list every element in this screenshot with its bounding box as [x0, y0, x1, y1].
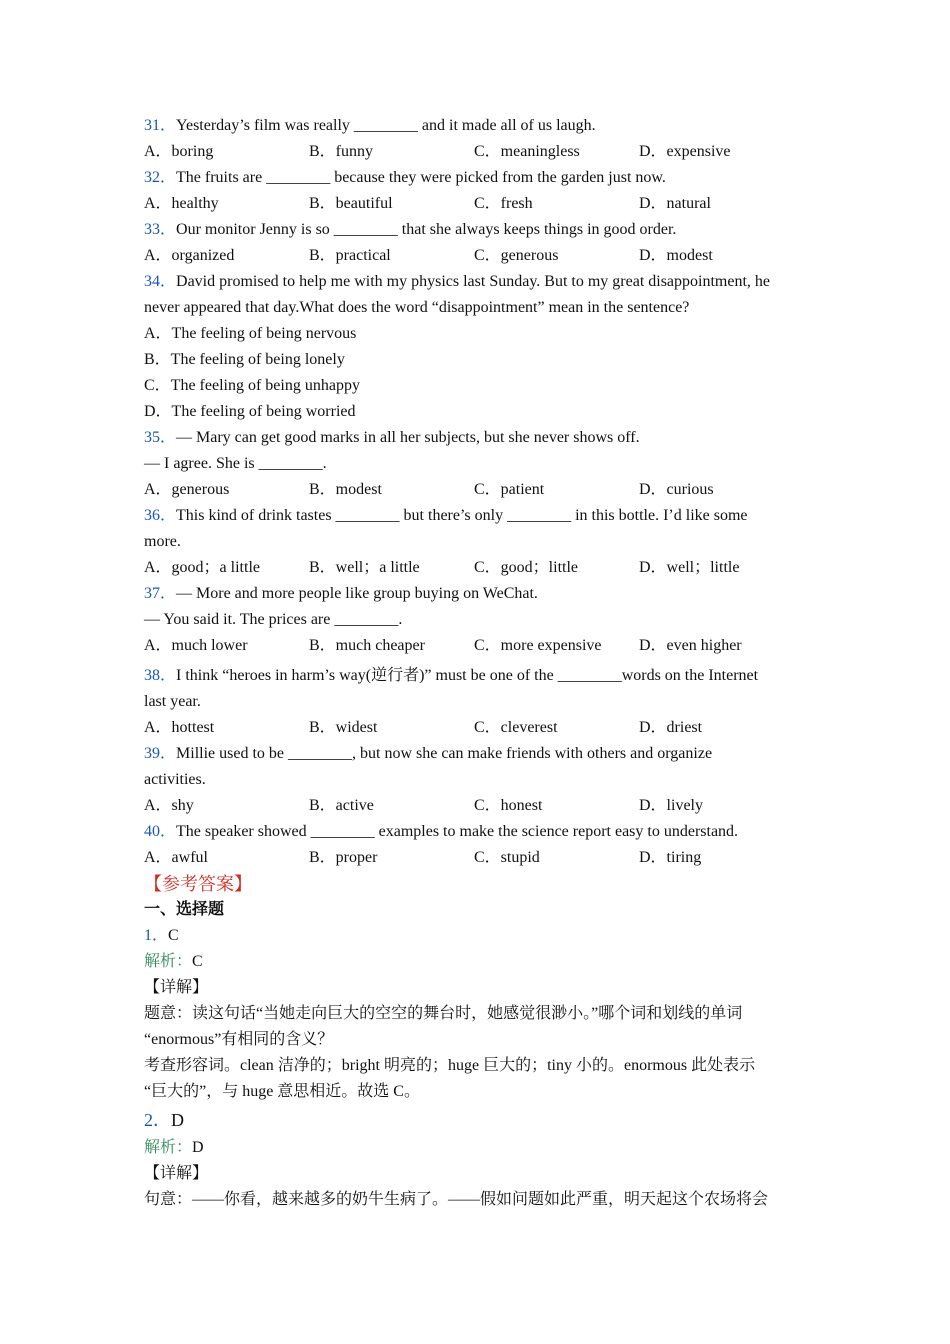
option: C．honest: [474, 797, 543, 814]
detail-line: 题意：读这句话“当她走向巨大的空空的舞台时，她感觉很渺小。”哪个词和划线的单词: [144, 1005, 743, 1022]
analysis-1: 解析：C: [144, 953, 203, 970]
detail-line: 考查形容词。clean 洁净的；bright 明亮的；huge 巨大的；tiny 小的。enormous 此处表示: [144, 1057, 756, 1074]
option: B．The feeling of being lonely: [144, 351, 345, 368]
question-36: 36．This kind of drink tastes ________ but there’s only ________ in this bottle. I’d like some: [144, 507, 748, 524]
detail-line: 句意：——你看，越来越多的奶牛生病了。——假如问题如此严重，明天起这个农场将会: [144, 1191, 769, 1208]
question-40: 40．The speaker showed ________ examples to make the science report easy to understand.: [144, 823, 739, 840]
option: B．proper: [309, 849, 378, 866]
option: D．The feeling of being worried: [144, 403, 356, 420]
answers-header: 【参考答案】: [144, 874, 252, 894]
answer-1: 1．C: [144, 927, 179, 944]
option: A．boring: [144, 143, 214, 160]
options-31: [144, 139, 804, 165]
option: D．curious: [639, 481, 714, 498]
option: A．shy: [144, 797, 194, 814]
option: B．beautiful: [309, 195, 393, 212]
detail-line: “enormous”有相同的含义？: [144, 1031, 334, 1048]
option: D．natural: [639, 195, 711, 212]
question-39-cont: activities.: [144, 771, 206, 788]
option: B．widest: [309, 719, 378, 736]
question-34-cont: never appeared that day.What does the word “disappointment” mean in the sentence?: [144, 299, 690, 316]
option: D．driest: [639, 719, 703, 736]
question-36-cont: more.: [144, 533, 181, 550]
options-36: [144, 555, 804, 581]
option: D．lively: [639, 797, 703, 814]
analysis-2: 解析：D: [144, 1139, 204, 1156]
option: B．active: [309, 797, 374, 814]
options-32: [144, 191, 804, 217]
option: D．even higher: [639, 637, 742, 654]
question-35-cont: — I agree. She is ________.: [144, 455, 327, 472]
question-37: 37．— More and more people like group buying on WeChat.: [144, 585, 538, 602]
question-35: 35．— Mary can get good marks in all her subjects, but she never shows off.: [144, 429, 640, 446]
option: A．organized: [144, 247, 235, 264]
question-39: 39．Millie used to be ________, but now she can make friends with others and organize: [144, 745, 713, 762]
option: B．modest: [309, 481, 382, 498]
option: C．cleverest: [474, 719, 558, 736]
option: C．The feeling of being unhappy: [144, 377, 360, 394]
option: D．well；little: [639, 559, 740, 576]
option: A．healthy: [144, 195, 219, 212]
section-title: 一、选择题: [144, 901, 225, 918]
options-37: [144, 633, 804, 659]
option: C．meaningless: [474, 143, 580, 160]
option: A．hottest: [144, 719, 215, 736]
option: A．The feeling of being nervous: [144, 325, 357, 342]
option: D．modest: [639, 247, 713, 264]
document-page: [144, 113, 804, 1213]
question-34: 34．David promised to help me with my physics last Sunday. But to my great disappointment, he: [144, 273, 771, 290]
options-35: [144, 477, 804, 503]
question-32: 32．The fruits are ________ because they were picked from the garden just now.: [144, 169, 666, 186]
option: B．funny: [309, 143, 374, 160]
options-40: [144, 845, 804, 871]
option: C．stupid: [474, 849, 540, 866]
option: C．patient: [474, 481, 545, 498]
detail-line: “巨大的”，与 huge 意思相近。故选 C。: [144, 1083, 420, 1100]
question-37-cont: — You said it. The prices are ________.: [144, 611, 403, 628]
options-33: [144, 243, 804, 269]
option: A．much lower: [144, 637, 248, 654]
option: A．generous: [144, 481, 230, 498]
options-38: [144, 715, 804, 741]
option: A．awful: [144, 849, 208, 866]
question-31: 31．Yesterday’s film was really ________ and it made all of us laugh.: [144, 117, 596, 134]
detail-label-1: 【详解】: [144, 979, 209, 996]
option: D．expensive: [639, 143, 731, 160]
option: C．good；little: [474, 559, 579, 576]
question-38: 38．I think “heroes in harm’s way(逆行者)” must be one of the ________words on the Internet: [144, 667, 759, 684]
option: A．good；a little: [144, 559, 260, 576]
question-33: 33．Our monitor Jenny is so ________ that she always keeps things in good order.: [144, 221, 677, 238]
option: B．practical: [309, 247, 391, 264]
option: C．fresh: [474, 195, 533, 212]
option: C．more expensive: [474, 637, 602, 654]
answer-2: 2．D: [144, 1110, 184, 1130]
options-39: [144, 793, 804, 819]
option: C．generous: [474, 247, 559, 264]
option: B．much cheaper: [309, 637, 425, 654]
option: B．well；a little: [309, 559, 420, 576]
option: D．tiring: [639, 849, 702, 866]
detail-label-2: 【详解】: [144, 1165, 209, 1182]
question-38-cont: last year.: [144, 693, 201, 710]
